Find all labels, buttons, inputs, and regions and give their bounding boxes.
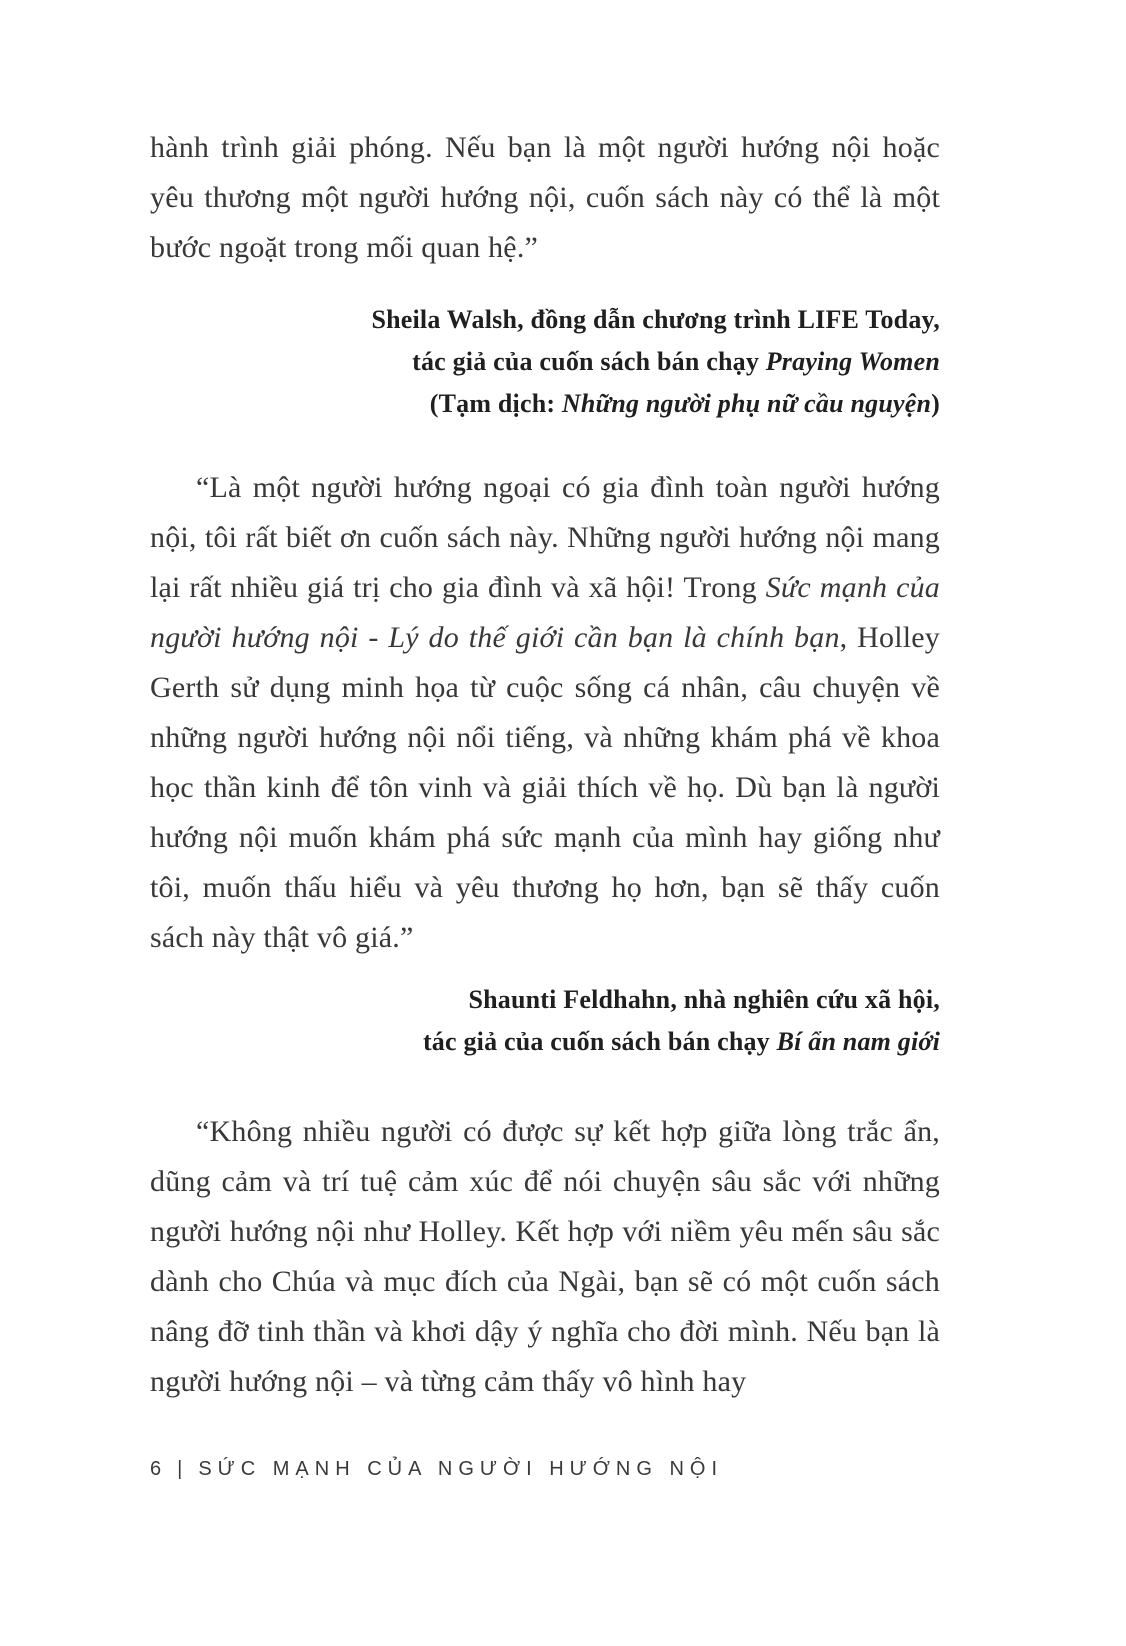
attribution-name: Shaunti Feldhahn, nhà nghiên cứu xã hội, <box>468 985 940 1014</box>
book-title-translated: Những người phụ nữ cầu nguyện <box>561 389 932 418</box>
endorsements-section <box>150 123 940 1407</box>
attribution-line <box>150 383 940 425</box>
attribution-line <box>150 341 940 383</box>
quote-text: “Là một người hướng ngoại có gia đình toàn người hướng nội, tôi rất biết ơn cuốn sách này. Những người hướng nội mang lại rất nhiều giá trị cho gia đình và xã hội! Trong <box>150 471 940 604</box>
attribution-text: tác giả của cuốn sách bán chạy <box>412 347 766 376</box>
endorsement-attribution-1 <box>150 299 940 425</box>
endorsement-quote-3 <box>150 1107 940 1407</box>
quote-text: , Holley Gerth sử dụng minh họa từ cuộc sống cá nhân, câu chuyện về những người hướng nội nổi tiếng, và những khám phá về khoa học thần kinh để tôn vinh và giải thích về họ. Dù bạn là người hướng nội muốn khám phá sức mạnh của mình hay giống như tôi, muốn thấu hiểu và yêu thương họ hơn, bạn sẽ thấy cuốn sách này thật vô giá.” <box>150 621 940 954</box>
attribution-text: ) <box>931 389 940 418</box>
quote-text: “Không nhiều người có được sự kết hợp giữa lòng trắc ẩn, dũng cảm và trí tuệ cảm xúc để nói chuyện sâu sắc với những người hướng nội như Holley. Kết hợp với niềm yêu mến sâu sắc dành cho Chúa và mục đích của Ngài, bạn sẽ có một cuốn sách nâng đỡ tinh thần và khơi dậy ý nghĩa cho đời mình. Nếu bạn là người hướng nội – và từng cảm thấy vô hình hay <box>150 1115 940 1398</box>
running-book-title: SỨC MẠNH CỦA NGƯỜI HƯỚNG NỘI <box>198 1458 723 1480</box>
attribution-line <box>150 1021 940 1063</box>
attribution-text: (Tạm dịch: <box>429 389 562 418</box>
quote-text: hành trình giải phóng. Nếu bạn là một người hướng nội hoặc yêu thương một người hướng nội, cuốn sách này có thể là một bước ngoặt trong mối quan hệ.” <box>150 131 940 264</box>
endorsement-quote-2 <box>150 463 940 963</box>
attribution-line <box>150 299 940 341</box>
endorsement-attribution-2 <box>150 979 940 1063</box>
page-number: 6 <box>150 1458 168 1480</box>
book-title-praying-women: Praying Women <box>765 347 940 376</box>
attribution-line <box>150 979 940 1021</box>
footer-separator: | <box>177 1458 189 1480</box>
book-title-suc-manh: Sức mạnh của người hướng nội - Lý do thế giới cần bạn là chính bạn <box>150 571 940 654</box>
book-title-bi-an-nam-gioi: Bí ẩn nam giới <box>776 1027 940 1056</box>
page-footer <box>150 1458 723 1481</box>
endorsement-quote-1 <box>150 123 940 273</box>
attribution-text: tác giả của cuốn sách bán chạy <box>422 1027 777 1056</box>
attribution-name: Sheila Walsh, đồng dẫn chương trình LIFE Today, <box>371 305 940 334</box>
